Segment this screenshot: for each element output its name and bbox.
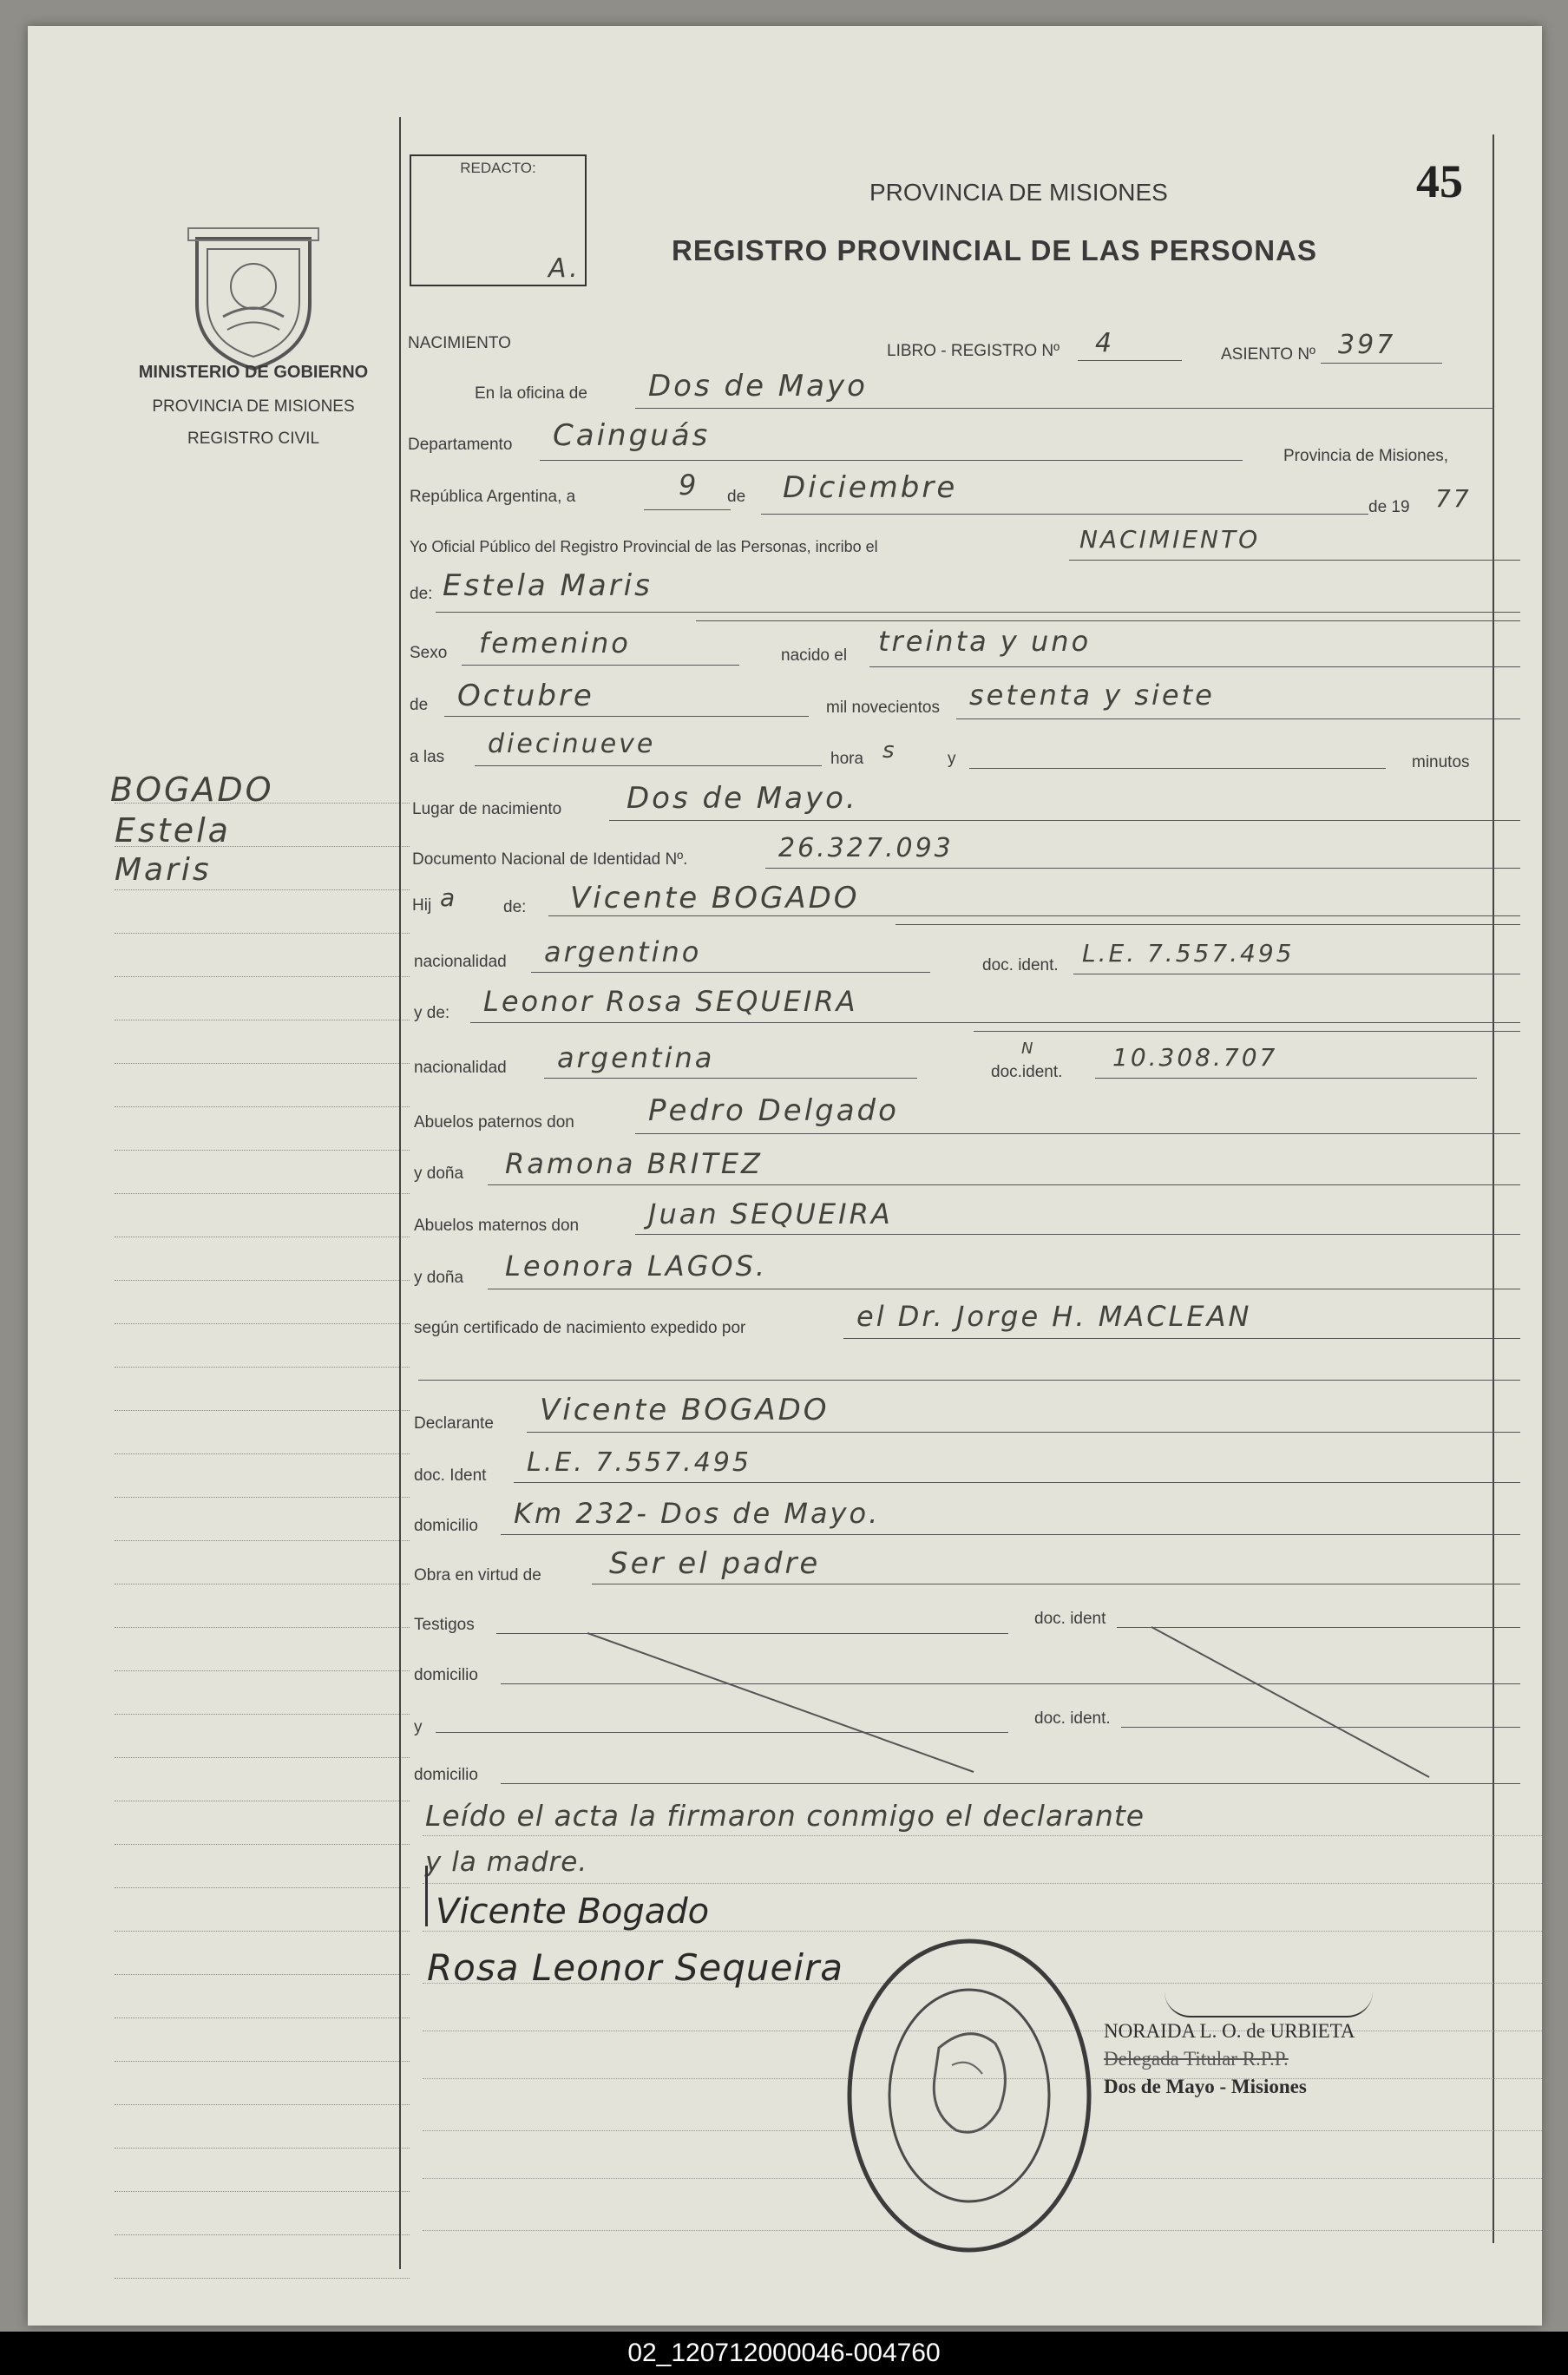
y-label: y [948, 750, 956, 768]
closing-line-1: Leído el acta la firmaron conmigo el declarante [425, 1799, 1145, 1833]
birth-certificate-page [28, 26, 1542, 2326]
margin-note-surname: BOGADO [110, 771, 274, 809]
doc2-super: N [1021, 1040, 1036, 1058]
official-block [1104, 2017, 1355, 2101]
madre-value: Leonor Rosa SEQUEIRA [483, 985, 858, 1018]
y2-label: y [414, 1718, 423, 1736]
libro-value: 4 [1095, 328, 1115, 358]
nac2-label: nacionalidad [414, 1059, 507, 1077]
margin-note-name2: Maris [115, 852, 212, 888]
province-header: PROVINCIA DE MISIONES [869, 179, 1168, 206]
obra-label: Obra en virtud de [414, 1566, 541, 1584]
republica-label: República Argentina, a [410, 488, 576, 506]
docid-label: doc. Ident [414, 1466, 487, 1485]
redacto-initials: A. [548, 253, 581, 284]
nacido-label: nacido el [781, 646, 848, 665]
oficina-value: Dos de Mayo [648, 369, 868, 403]
padre-value: Vicente BOGADO [570, 881, 860, 915]
departamento-value: Cainguás [553, 418, 711, 453]
departamento-label: Departamento [408, 436, 513, 454]
ab-mat2-value: Leonora LAGOS. [505, 1250, 768, 1283]
cert-value: el Dr. Jorge H. MACLEAN [856, 1300, 1252, 1333]
registry-title: REGISTRO PROVINCIAL DE LAS PERSONAS [672, 234, 1317, 266]
lugar-value: Dos de Mayo. [627, 781, 858, 816]
nac2-value: argentina [557, 1041, 715, 1074]
official-place: Dos de Mayo - Misiones [1104, 2076, 1307, 2097]
nacido-value: treinta y uno [878, 625, 1092, 658]
minutos-label: minutos [1412, 753, 1470, 771]
docid-value: L.E. 7.557.495 [527, 1447, 751, 1478]
hij-label: Hij [412, 896, 432, 915]
libro-label: LIBRO - REGISTRO Nº [887, 342, 1060, 360]
domicilio2-label: domicilio [414, 1666, 478, 1684]
declarante-value: Vicente BOGADO [540, 1393, 830, 1427]
scan-id: 02_120712000046-004760 [627, 2339, 941, 2367]
de2-label: de [410, 696, 429, 714]
dia-value: 9 [679, 469, 699, 502]
ab-pat-label: Abuelos paternos don [414, 1113, 574, 1132]
sexo-label: Sexo [410, 644, 448, 662]
doc2-label: doc.ident. [991, 1063, 1063, 1081]
domicilio3-label: domicilio [414, 1766, 478, 1784]
anio-value: 77 [1435, 484, 1472, 513]
obra-value: Ser el padre [609, 1546, 821, 1581]
dni-label: Documento Nacional de Identidad Nº. [412, 850, 688, 869]
asiento-label: ASIENTO Nº [1221, 345, 1315, 364]
sexo-value: femenino [479, 627, 631, 659]
page-number: 45 [1416, 155, 1463, 207]
official-seal-icon [843, 1935, 1095, 2256]
hij-value: a [440, 883, 458, 912]
hora-suffix: s [882, 738, 897, 764]
doc1-value: L.E. 7.557.495 [1082, 939, 1295, 968]
signature-official-icon [1165, 1991, 1373, 2017]
ab-mat-label: Abuelos maternos don [414, 1217, 580, 1235]
de-nombre-label: de: [410, 585, 433, 603]
anio-label: de 19 [1368, 498, 1410, 516]
margin-note-name1: Estela [115, 811, 231, 850]
cert-label: según certificado de nacimiento expedido por [414, 1319, 746, 1337]
ab-mat-value: Juan SEQUEIRA [648, 1197, 893, 1230]
declarante-label: Declarante [414, 1414, 494, 1433]
mes-value: Diciembre [783, 470, 958, 505]
closing-line-2: y la madre. [425, 1847, 588, 1878]
nac1-value: argentino [544, 935, 702, 968]
official-role: Delegada Titular R.P.P. [1104, 2048, 1289, 2070]
anio-nac-value: setenta y siete [969, 679, 1215, 712]
official-name: NORAIDA L. O. de URBIETA [1104, 2020, 1355, 2042]
ydona1-label: y doña [414, 1165, 464, 1183]
oficial-value: NACIMIENTO [1079, 525, 1261, 554]
lugar-label: Lugar de nacimiento [412, 800, 562, 818]
signature-declarante: Vicente Bogado [436, 1892, 710, 1932]
hora-label: hora [830, 750, 864, 768]
testigos-label: Testigos [414, 1616, 475, 1634]
ministry-registry: REGISTRO CIVIL [187, 430, 320, 448]
ab-pat-value: Pedro Delgado [648, 1093, 899, 1128]
domicilio-value: Km 232- Dos de Mayo. [514, 1497, 881, 1530]
nac1-label: nacionalidad [414, 953, 507, 971]
yde-label: y de: [414, 1004, 450, 1022]
ministry-province: PROVINCIA DE MISIONES [152, 397, 355, 416]
ab-pat2-value: Ramona BRITEZ [505, 1147, 763, 1180]
docident1-label: doc. ident [1034, 1610, 1106, 1628]
doc1-label: doc. ident. [982, 956, 1059, 974]
nombre-value: Estela Maris [443, 568, 653, 603]
signature-madre: Rosa Leonor Sequeira [427, 1946, 844, 1989]
alas-label: a las [410, 748, 445, 766]
de-label: de [727, 488, 746, 506]
ydona2-label: y doña [414, 1269, 464, 1287]
oficina-label: En la oficina de [475, 384, 587, 403]
doc2-value: 10.308.707 [1112, 1043, 1278, 1072]
asiento-value: 397 [1338, 330, 1396, 360]
dni-value: 26.327.093 [778, 833, 954, 863]
docident2-label: doc. ident. [1034, 1709, 1111, 1728]
de3-label: de: [503, 898, 527, 916]
act-type-label: NACIMIENTO [408, 334, 511, 352]
provincia-suffix: Provincia de Misiones, [1283, 447, 1449, 465]
hora-value: diecinueve [488, 729, 656, 759]
domicilio-label: domicilio [414, 1517, 478, 1535]
mil-label: mil novecientos [826, 699, 940, 717]
ministry-name: MINISTERIO DE GOBIERNO [138, 363, 369, 382]
oficial-label: Yo Oficial Público del Registro Provincial de las Personas, incribo el [410, 538, 878, 555]
mes-nac-value: Octubre [457, 679, 594, 713]
redacto-label: REDACTO: [460, 160, 536, 176]
